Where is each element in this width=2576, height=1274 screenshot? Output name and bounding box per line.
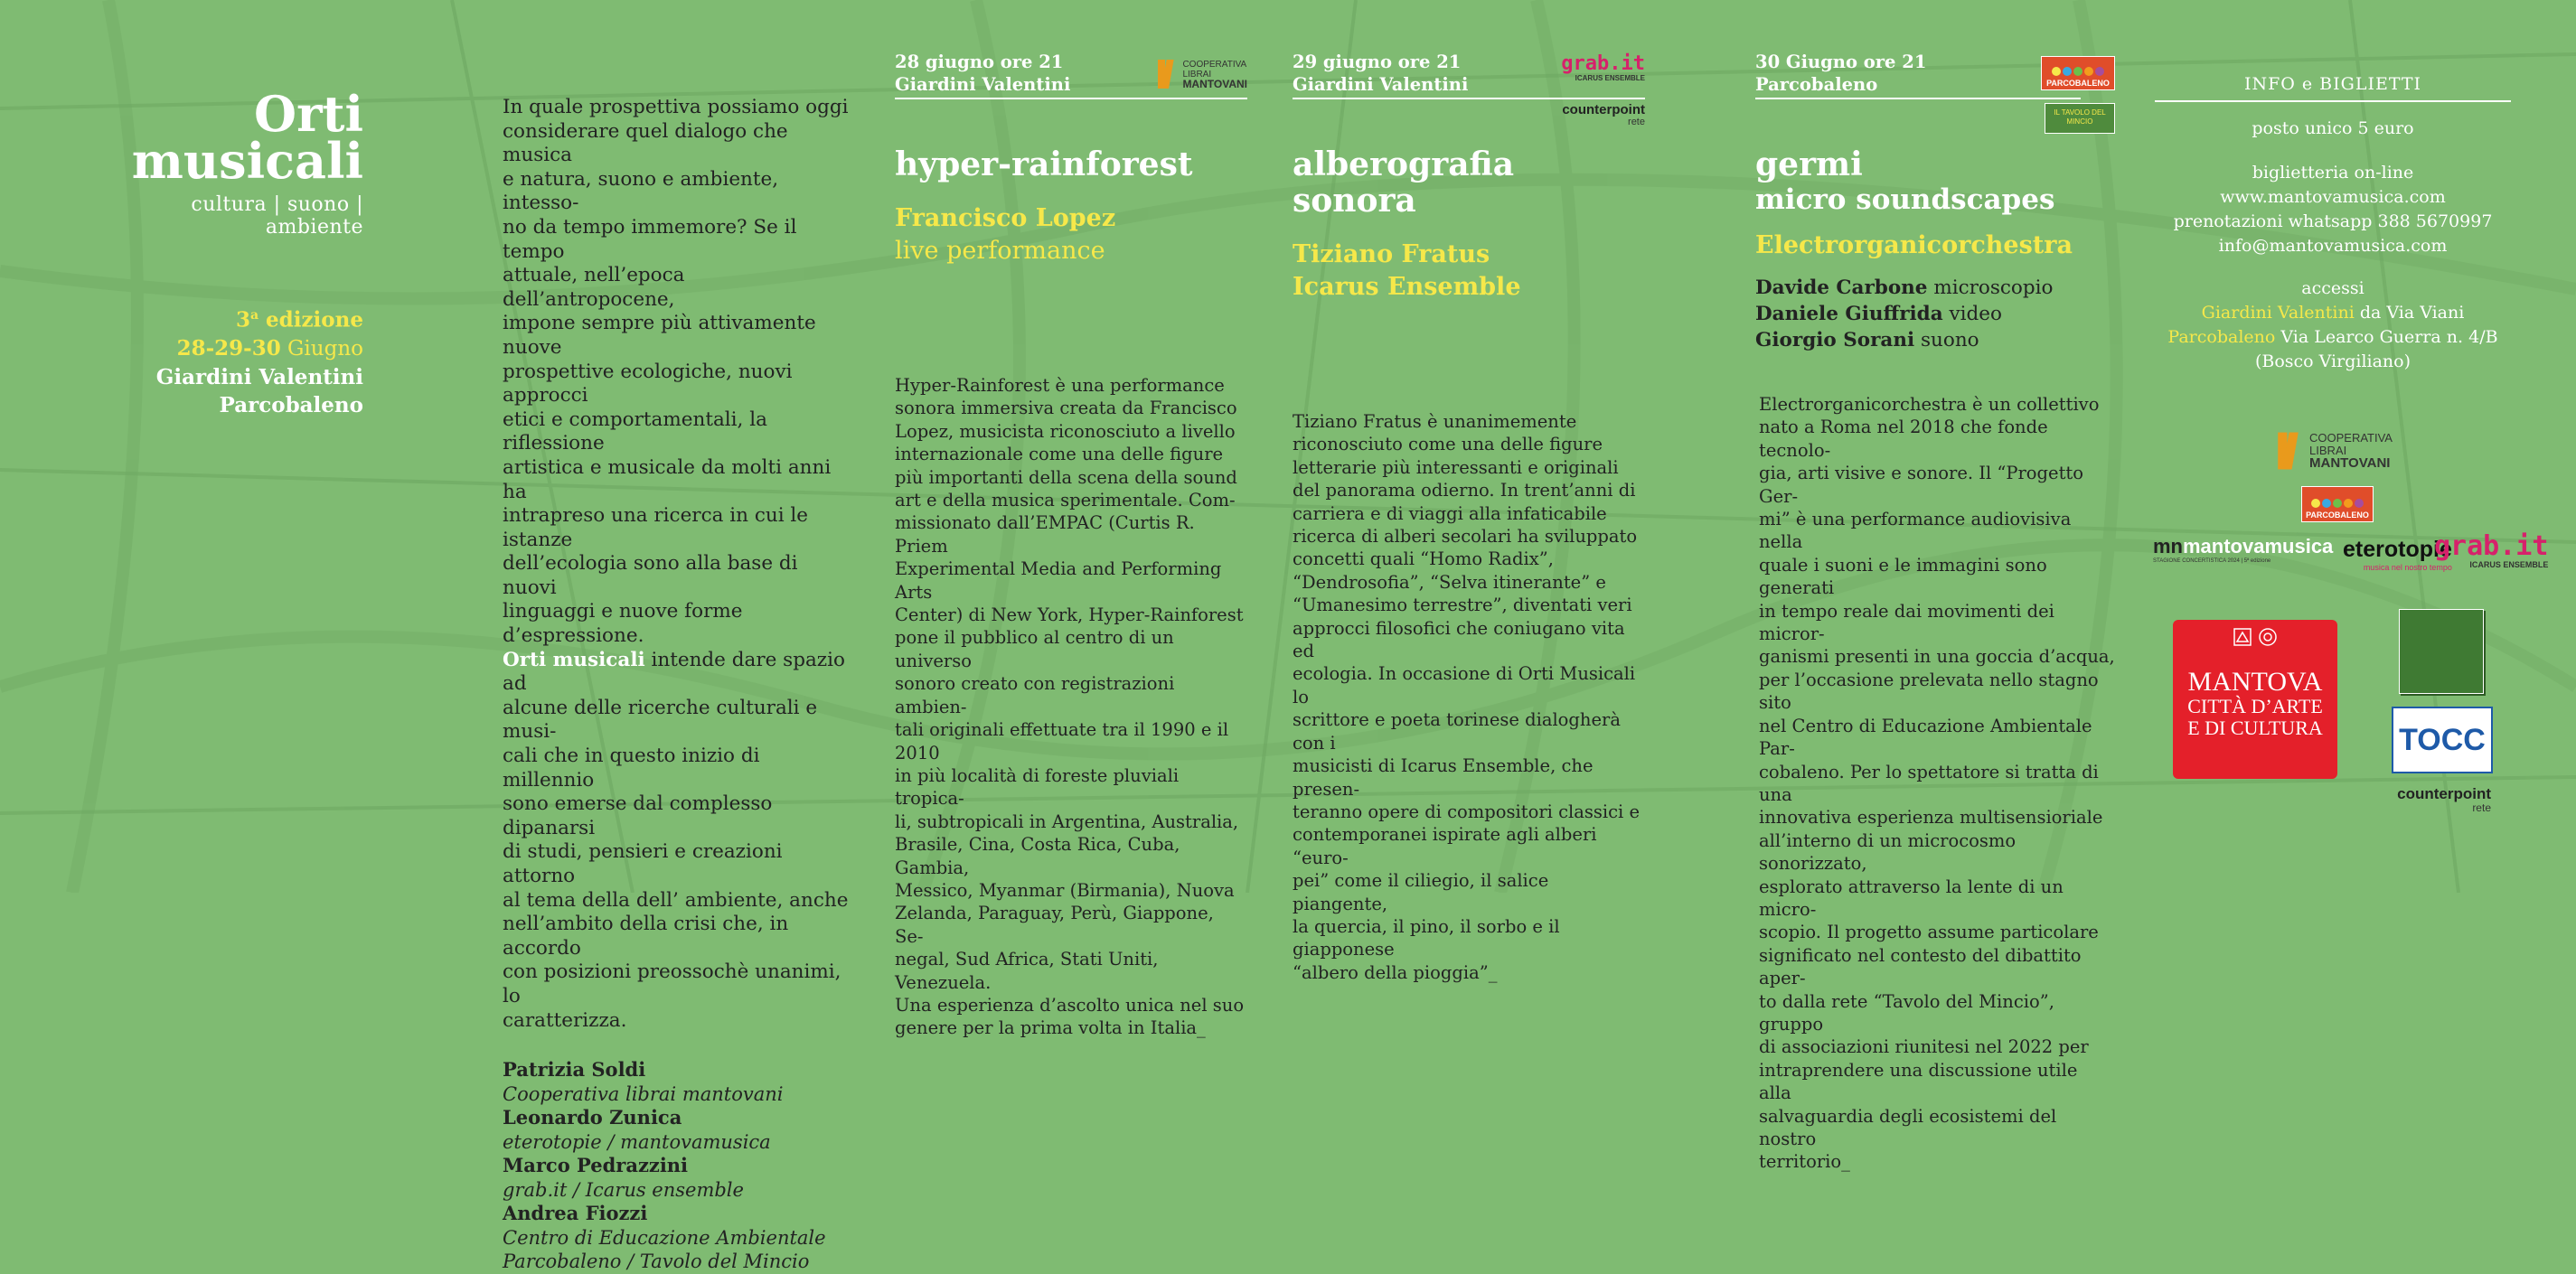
credit-line bbox=[1755, 275, 2115, 301]
desc-line: genere per la prima volta in Italia_ bbox=[895, 1017, 1206, 1039]
counterpoint-text: counterpoint bbox=[2397, 785, 2491, 802]
event-2-performer-1: Tiziano Fratus bbox=[1293, 240, 1490, 268]
event-3-title-1: germi bbox=[1755, 145, 1863, 183]
desc-line: concetti quali “Homo Radix”, bbox=[1293, 548, 1554, 570]
ticket-price: posto unico 5 euro bbox=[2252, 118, 2414, 138]
desc-line: cobaleno. Per lo spettatore si tratta di una bbox=[1759, 761, 2099, 805]
mantova-title: MANTOVA bbox=[2187, 667, 2323, 697]
coop-librai-mark-icon bbox=[1156, 58, 1178, 90]
info-line: biglietteria on-line bbox=[2252, 163, 2414, 183]
grab-it-text: grab.it bbox=[2434, 530, 2549, 562]
mm-tag: STAGIONE CONCERTISTICA 2024 | 5ª edizione bbox=[2153, 558, 2271, 564]
intro-bold-lead: Orti musicali bbox=[503, 648, 645, 671]
coop-logo-line: COOPERATIVA bbox=[2309, 431, 2393, 445]
intro-line: impone sempre più attivamente nuove bbox=[503, 312, 816, 359]
credit-name: Daniele Giuffrida bbox=[1755, 303, 1943, 325]
intro-line: linguaggi e nuove forme d’espressione. bbox=[503, 600, 743, 648]
desc-line: Experimental Media and Performing Arts bbox=[895, 558, 1222, 603]
event-1-date: 28 giugno ore 21 bbox=[895, 52, 1064, 72]
access-heading: accessi bbox=[2301, 278, 2364, 298]
access-detail: da Via Viani bbox=[2354, 303, 2465, 323]
ticket-info bbox=[2155, 161, 2511, 258]
desc-line: più importanti della scena della sound bbox=[895, 466, 1237, 488]
curator-name: Andrea Fiozzi bbox=[503, 1202, 648, 1225]
desc-line: missionato dall’EMPAC (Curtis R. Priem bbox=[895, 512, 1195, 557]
credit-role: microscopio bbox=[1927, 276, 2054, 299]
access-line bbox=[2155, 301, 2511, 325]
desc-line: carriera e di viaggi alla infaticabile bbox=[1293, 502, 1607, 524]
desc-line: esplorato attraverso la lente di un micro- bbox=[1759, 876, 2064, 920]
desc-line: salvaguardia degli ecosistemi del nostro bbox=[1759, 1105, 2057, 1149]
icarus-ensemble-text: ICARUS ENSEMBLE bbox=[1575, 74, 1645, 82]
curator-name: Marco Pedrazzini bbox=[503, 1154, 689, 1177]
intro-line: intrapreso una ricerca in cui le istanze bbox=[503, 504, 809, 551]
coop-logo-line: LIBRAI bbox=[1182, 69, 1212, 80]
desc-line: letterarie più interessanti e originali bbox=[1293, 456, 1619, 478]
credit-name: Giorgio Sorani bbox=[1755, 329, 1915, 351]
desc-line: “Dendrosofia”, “Selva itinerante” e bbox=[1293, 571, 1606, 593]
desc-line: territorio_ bbox=[1759, 1151, 1850, 1173]
intro-line: e natura, suono e ambiente, intesso- bbox=[503, 167, 779, 215]
intro-line: alcune delle ricerche culturali e musi- bbox=[503, 696, 818, 744]
coop-logo-line: LIBRAI bbox=[2309, 444, 2347, 457]
credit-line bbox=[1755, 327, 2115, 353]
mm-name: mantovamusica bbox=[2183, 535, 2334, 557]
curator-role: eterotopie / mantovamusica bbox=[503, 1130, 771, 1153]
desc-line: intraprendere una discussione utile alla bbox=[1759, 1059, 2078, 1104]
unesco-emblem-icon bbox=[2173, 627, 2337, 647]
access-info bbox=[2155, 276, 2511, 374]
icarus-ensemble-text: ICARUS ENSEMBLE bbox=[2469, 560, 2549, 569]
desc-line: gia, arti visive e sonore. Il “Progetto Ger- bbox=[1759, 463, 2083, 507]
intro-line: cali che in questo inizio di millennio bbox=[503, 745, 760, 792]
event-2-rule bbox=[1293, 98, 1645, 99]
event-3-title-2: micro soundscapes bbox=[1755, 183, 2055, 216]
counterpoint-sub: rete bbox=[1628, 117, 1645, 127]
info-whatsapp: prenotazioni whatsapp 388 5670997 bbox=[2173, 211, 2493, 231]
edition-block bbox=[108, 302, 363, 419]
desc-line: Brasile, Cina, Costa Rica, Cuba, Gambia, bbox=[895, 834, 1180, 878]
festival-month: Giugno bbox=[280, 336, 363, 361]
desc-line: Lopez, musicista riconosciuto a livello bbox=[895, 420, 1236, 442]
event-2-header bbox=[1293, 51, 1645, 96]
desc-line: all’interno di un microcosmo sonorizzato, bbox=[1759, 829, 2017, 875]
info-rule bbox=[2155, 100, 2511, 102]
info-email: info@mantovamusica.com bbox=[2218, 236, 2448, 256]
curator-name: Leonardo Zunica bbox=[503, 1106, 682, 1129]
mantova-sub-2: E DI CULTURA bbox=[2187, 717, 2323, 739]
intro-line: di studi, pensieri e creazioni attorno bbox=[503, 840, 783, 887]
counterpoint-logo bbox=[1293, 103, 1645, 128]
grab-it-logo bbox=[1561, 54, 1645, 82]
desc-line: riconosciuto come una delle figure bbox=[1293, 434, 1603, 455]
intro-line: etici e comportamentali, la riflessione bbox=[503, 407, 767, 455]
desc-line: scrittore e poeta torinese dialogherà con i bbox=[1293, 709, 1621, 754]
access-line bbox=[2155, 325, 2511, 350]
intro-line: In quale prospettiva possiamo oggi bbox=[503, 96, 849, 118]
desc-line: Zelanda, Paraguay, Perù, Giappone, Se- bbox=[895, 903, 1214, 947]
desc-line: sonora immersiva creata da Francisco bbox=[895, 398, 1237, 419]
title-line-1: Orti bbox=[254, 85, 363, 143]
desc-line: ricerca di alberi secolari ha sviluppato bbox=[1293, 526, 1638, 548]
grab-it-logo-large bbox=[2434, 530, 2549, 569]
curator-role: Cooperativa librai mantovani bbox=[503, 1082, 784, 1105]
desc-line: di associazioni riunitesi nel 2022 per bbox=[1759, 1036, 2089, 1058]
venue-2: Parcobaleno bbox=[219, 392, 363, 417]
desc-line: approcci filosofici che coniugano vita ed bbox=[1293, 617, 1625, 662]
desc-line: pone il pubblico al centro di un universo bbox=[895, 627, 1174, 671]
desc-line: nel Centro di Educazione Ambientale Par- bbox=[1759, 715, 2092, 760]
title-line-2: musicali bbox=[131, 132, 363, 190]
desc-line: internazionale come una delle figure bbox=[895, 444, 1224, 465]
coop-logo-line: MANTOVANI bbox=[1182, 77, 1247, 90]
intro-line: considerare quel dialogo che musica bbox=[503, 119, 788, 167]
counterpoint-text: counterpoint bbox=[1562, 102, 1645, 117]
info-heading: INFO e BIGLIETTI bbox=[2243, 74, 2422, 94]
parcobaleno-text: PARCOBALENO bbox=[2046, 79, 2110, 88]
counterpoint-sub: rete bbox=[2472, 801, 2491, 814]
edition-sup: a bbox=[249, 308, 259, 323]
intro-after-bold: intende dare spazio ad bbox=[503, 648, 845, 696]
event-3-rule bbox=[1755, 98, 2081, 99]
event-2-date: 29 giugno ore 21 bbox=[1293, 52, 1462, 72]
event-3-date: 30 Giugno ore 21 bbox=[1755, 52, 1927, 72]
event-1-place: Giardini Valentini bbox=[895, 74, 1071, 95]
desc-line: mi” è una performance audiovisiva nella bbox=[1759, 509, 2072, 553]
info-column bbox=[2155, 72, 2511, 374]
edition-line bbox=[108, 302, 363, 334]
access-detail: Via Learco Guerra n. 4/B bbox=[2275, 327, 2498, 347]
intro-line: attuale, nell’epoca dell’antropocene, bbox=[503, 264, 685, 311]
intro-line: nell’ambito della crisi che, in accordo bbox=[503, 913, 789, 960]
festival-subtitle: cultura | suono | ambiente bbox=[191, 193, 363, 239]
coop-logo-line: COOPERATIVA bbox=[1182, 59, 1247, 70]
eterotopie-text: eterotopie bbox=[2343, 537, 2452, 562]
desc-line: contemporanei ispirate agli alberi “euro- bbox=[1293, 824, 1597, 868]
credit-name: Davide Carbone bbox=[1755, 276, 1928, 299]
event-1-performance-type: live performance bbox=[895, 237, 1105, 265]
event-2-place: Giardini Valentini bbox=[1293, 74, 1469, 95]
mantovamusica-logo bbox=[2153, 535, 2333, 564]
desc-line: significato nel contesto del dibattito aper- bbox=[1759, 944, 2082, 989]
coop-librai-logo bbox=[1156, 58, 1247, 90]
event-1-performer bbox=[895, 202, 1247, 267]
desc-line: art e della musica sperimentale. Com- bbox=[895, 490, 1236, 511]
curator-name: Patrizia Soldi bbox=[503, 1058, 646, 1082]
desc-line: nato a Roma nel 2018 che fonde tecnolo- bbox=[1759, 417, 2048, 461]
desc-line: ecologia. In occasione di Orti Musicali lo bbox=[1293, 663, 1636, 707]
intro-line: dell’ecologia sono alla base di nuovi bbox=[503, 552, 798, 599]
access-place: Giardini Valentini bbox=[2201, 303, 2355, 323]
desc-line: “albero della pioggia”_ bbox=[1293, 961, 1498, 983]
desc-line: pei” come il ciliegio, il salice piangente, bbox=[1293, 870, 1549, 914]
curator-role: Parcobaleno / Tavolo del Mincio bbox=[503, 1251, 810, 1273]
event-1-column bbox=[895, 51, 1247, 1040]
counterpoint-logo-large bbox=[2395, 786, 2491, 814]
credit-role: video bbox=[1942, 303, 2002, 325]
coop-librai-logo-large bbox=[2274, 430, 2393, 472]
desc-line: Una esperienza d’ascolto unica nel suo bbox=[895, 994, 1245, 1016]
access-place: Parcobaleno bbox=[2167, 327, 2276, 347]
event-3-credits bbox=[1755, 275, 2115, 353]
festival-title bbox=[108, 85, 363, 190]
grab-it-text: grab.it bbox=[1561, 52, 1645, 75]
desc-line: la quercia, il pino, il sorbo e il giapponese bbox=[1293, 915, 1560, 960]
event-3-description bbox=[1755, 393, 2115, 1174]
event-3-header bbox=[1755, 51, 2115, 96]
desc-line: innovativa esperienza multisensioriale bbox=[1759, 807, 2103, 829]
desc-line: Tiziano Fratus è unanimemente bbox=[1293, 411, 1577, 432]
event-3-column bbox=[1755, 51, 2115, 1174]
intro-line-bold bbox=[503, 649, 855, 697]
event-2-title: alberografia sonora bbox=[1293, 145, 1515, 220]
desc-line: “Umanesimo terrestre”, diventati veri bbox=[1293, 595, 1632, 616]
event-3-title bbox=[1755, 146, 2115, 217]
desc-line: to dalla rete “Tavolo del Mincio”, gruppo bbox=[1759, 990, 2054, 1035]
event-1-title: hyper-rainforest bbox=[895, 145, 1193, 183]
mantova-sub-1: CITTÀ D’ARTE bbox=[2187, 695, 2323, 717]
desc-line: Messico, Myanmar (Birmania), Nuova bbox=[895, 879, 1235, 901]
info-website: www.mantovamusica.com bbox=[2220, 187, 2446, 207]
event-3-place: Parcobaleno bbox=[1755, 74, 1878, 95]
desc-line: ganismi presenti in una goccia d’acqua, bbox=[1759, 646, 2115, 668]
intro-line: prospettive ecologiche, nuovi approcci bbox=[503, 360, 793, 407]
intro-column bbox=[503, 96, 855, 1274]
desc-line: sonoro creato con registrazioni ambien- bbox=[895, 673, 1175, 717]
event-2-column bbox=[1293, 51, 1645, 984]
desc-line: teranno opere di compositori classici e bbox=[1293, 801, 1641, 822]
venue-1: Giardini Valentini bbox=[155, 364, 363, 389]
dates-line bbox=[108, 334, 363, 363]
intro-line: con posizioni preossochè unanimi, lo bbox=[503, 960, 841, 1007]
desc-line: Electrorganicorchestra è un collettivo bbox=[1759, 394, 2100, 415]
desc-line: del panorama odierno. In trent’anni di bbox=[1293, 480, 1636, 501]
credit-line bbox=[1755, 301, 2115, 327]
eterotopie-tag: musica nel nostro tempo bbox=[2363, 563, 2452, 572]
edition-number: 3 bbox=[235, 307, 250, 333]
mm-mark: mn bbox=[2153, 535, 2183, 557]
event-1-performer-name: Francisco Lopez bbox=[895, 204, 1116, 232]
access-detail: (Bosco Virgiliano) bbox=[2254, 351, 2411, 371]
desc-line: negal, Sud Africa, Stati Uniti, Venezuela. bbox=[895, 949, 1159, 993]
desc-line: in tempo reale dai movimenti dei micror- bbox=[1759, 600, 2054, 645]
event-1-header bbox=[895, 51, 1247, 96]
event-1-description bbox=[895, 374, 1247, 1040]
desc-line: li, subtropicali in Argentina, Australia, bbox=[895, 810, 1239, 832]
tocc-logo bbox=[2392, 707, 2493, 773]
event-2-performer bbox=[1293, 239, 1645, 304]
desc-line: per l’occasione prelevata nello stagno sito bbox=[1759, 669, 2099, 714]
brand-column bbox=[108, 85, 363, 419]
curators-list bbox=[503, 1058, 855, 1274]
book-cover-image bbox=[2399, 609, 2484, 694]
desc-line: Center) di New York, Hyper-Rainforest bbox=[895, 604, 1244, 626]
desc-line: quale i suoni e le immagini sono generati bbox=[1759, 554, 2047, 599]
curator-role: grab.it / Icarus ensemble bbox=[503, 1178, 744, 1201]
edition-word: edizione bbox=[259, 307, 363, 333]
festival-dates: 28-29-30 bbox=[176, 335, 281, 361]
mantova-citta-arte-logo bbox=[2173, 620, 2337, 779]
parcobaleno-logo-large bbox=[2301, 486, 2374, 522]
intro-line: no da tempo immemore? Se il tempo bbox=[503, 215, 797, 263]
event-3-performer: Electrorganicorchestra bbox=[1755, 231, 2073, 259]
intro-line: al tema della dell’ ambiente, anche bbox=[503, 888, 849, 912]
event-1-rule bbox=[895, 98, 1247, 99]
intro-line: artistica e musicale da molti anni ha bbox=[503, 455, 832, 503]
desc-line: in più località di foreste pluviali tropica- bbox=[895, 764, 1180, 810]
desc-line: tali originali effettuate tra il 1990 e il 2010 bbox=[895, 719, 1229, 763]
intro-line: sono emerse dal complesso dipanarsi bbox=[503, 792, 773, 839]
desc-line: Hyper-Rainforest è una performance bbox=[895, 375, 1225, 396]
credit-role: suono bbox=[1914, 329, 1979, 351]
tocc-text: TOCC bbox=[2399, 722, 2486, 757]
coop-logo-line: MANTOVANI bbox=[2309, 455, 2391, 471]
curator-role: Centro di Educazione Ambientale bbox=[503, 1226, 826, 1249]
event-2-performer-2: Icarus Ensemble bbox=[1293, 273, 1521, 301]
coop-librai-mark-icon bbox=[2274, 430, 2305, 472]
desc-line: scopio. Il progetto assume particolare bbox=[1759, 922, 2099, 943]
tavolo-mincio-logo: IL TAVOLO DEL MINCIO bbox=[2045, 103, 2115, 134]
parcobaleno-logo bbox=[2041, 56, 2115, 90]
parcobaleno-text: PARCOBALENO bbox=[2306, 511, 2369, 520]
desc-line: musicisti di Icarus Ensemble, che presen- bbox=[1293, 755, 1594, 800]
intro-line: caratterizza. bbox=[503, 1008, 627, 1032]
event-2-description bbox=[1293, 410, 1645, 984]
